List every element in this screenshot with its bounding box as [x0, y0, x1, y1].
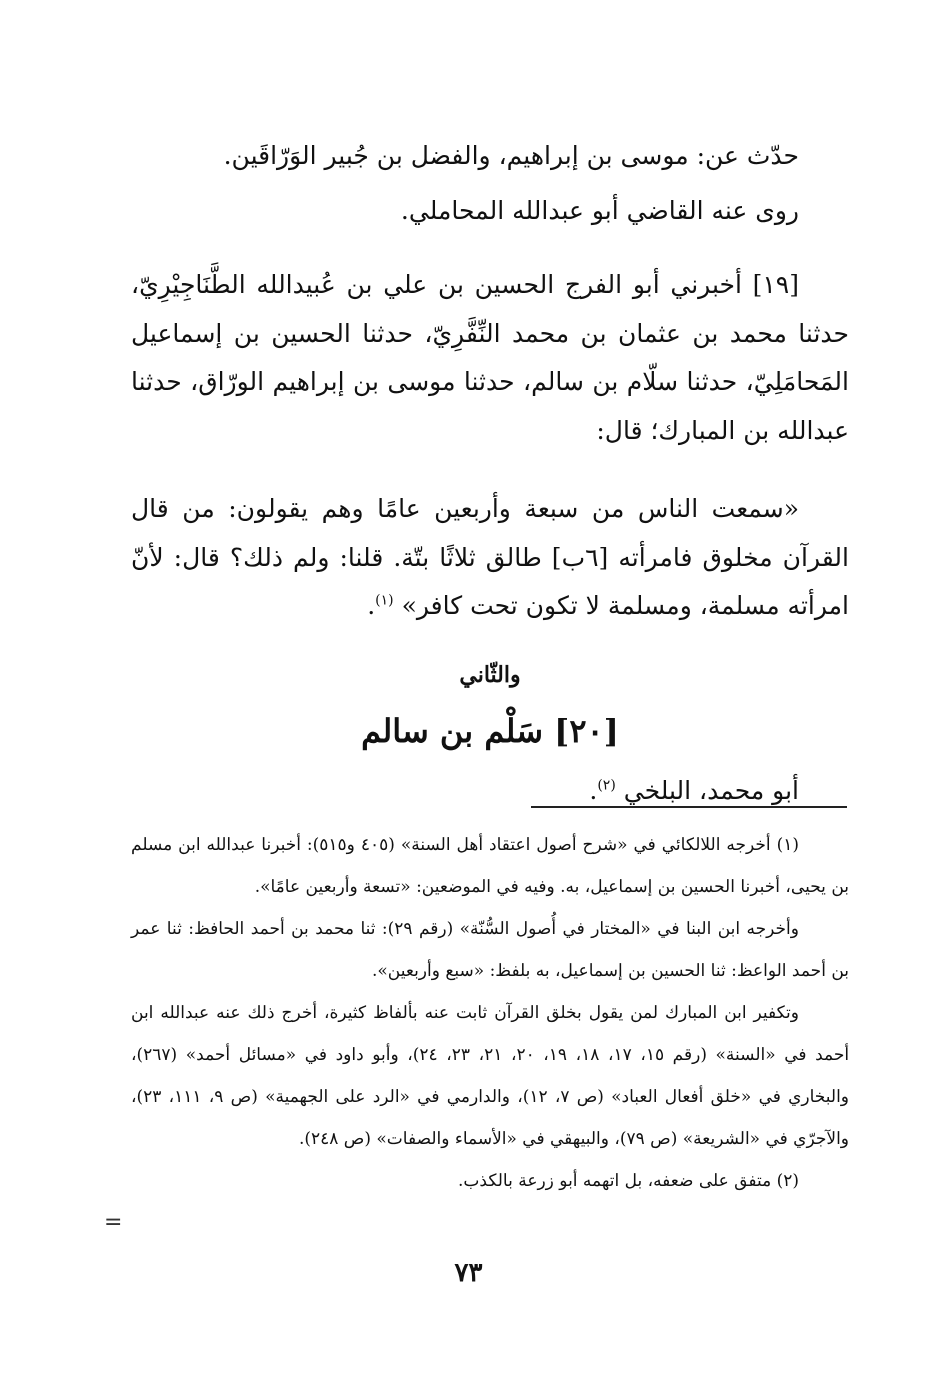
footnote-ref-1[interactable]: (١) [375, 592, 394, 609]
footnote-separator [531, 806, 847, 808]
narrated-from-line: حدّث عن: موسى بن إبراهيم، والفضل بن جُبير الوَرّاقَين. [223, 141, 799, 170]
main-text [131, 132, 849, 815]
footnote-2: (٢) متفق على ضعفه، بل اتهمه أبو زرعة بالكذب. [458, 1171, 799, 1191]
page-number: ٧٣ [454, 1258, 483, 1288]
isnad-19-paragraph: [١٩] أخبرني أبو الفرج الحسين بن علي بن عُبيدالله الطَّنَاجِيْرِيّ، حدثنا محمد بن عثمان بن محمد النِّفَّرِيّ، حدثنا الحسين بن إسماعيل المَحامَلِيّ، حدثنا سلّام بن سالم، حدثنا موسى بن إبراهيم الورّاق، حدثنا عبدالله بن المبارك؛ قال: [131, 270, 849, 445]
narrated-by-line: روى عنه القاضي أبو عبدالله المحاملي. [400, 195, 799, 225]
margin-mark: = [104, 1210, 123, 1235]
kunya-text: أبو محمد، البلخي [623, 775, 799, 805]
section-label: والثّاني [459, 661, 521, 688]
footnote-1-para-1: (١) أخرجه اللالكائي في «شرح أصول اعتقاد أهل السنة» (٤٠٥ و٥١٥): أخبرنا عبدالله ابن مسلم بن يحيى، أخبرنا الحسين بن إسماعيل، به. وفيه في الموضعين: «تسعة وأربعين عامًا». [131, 835, 849, 897]
kunya-line: أبو محمد، البلخي $^{(٢)}$. [589, 775, 799, 805]
footnote-1-para-3: وتكفير ابن المبارك لمن يقول بخلق القرآن ثابت عنه بألفاظ كثيرة، أخرج ذلك عنه عبدالله ابن أحمد في «السنة» (رقم ١٥، ١٧، ١٨، ١٩، ٢٠، ٢١، ٢٣، ٢٤)، وأبو داود في «مسائل أحمد» (٢٦٧)، والبخاري في «خلق أفعال العباد» (ص ٧، ١٢)، والدارمي في «الرد على الجهمية» (ص ٩، ١١١، ٢٣)، والآجرّي في «الشريعة» (ص ٧٩)، والبيهقي في «الأسماء والصفات» (ص ٢٤٨). [131, 1003, 850, 1149]
entry-heading: [٢٠] سَلْم بن سالم [361, 711, 619, 750]
footnotes [131, 824, 849, 1202]
footnote-1-para-2: وأخرجه ابن البنا في «المختار في أُصول السُّنّة» (رقم ٢٩): ثنا محمد بن أحمد الحافظ: ثنا عمر بن أحمد الواعظ: ثنا الحسين بن إسماعيل، به بلفظ: «سبع وأربعين». [131, 919, 849, 981]
quote-text: «سمعت الناس من سبعة وأربعين عامًا وهم يقولون: من قال القرآن مخلوق فامرأته [٦ب] طالق ثلاثًا بتّة. قلنا: ولم ذلك؟ قال: لأنّ امرأته مسلمة، ومسلمة لا تكون تحت كافر» [131, 494, 849, 620]
quote-paragraph: «سمعت الناس من سبعة وأربعين عامًا وهم يقولون: من قال القرآن مخلوق فامرأته [٦ب] طالق ثلاثًا بتّة. قلنا: ولم ذلك؟ قال: لأنّ امرأته مسلمة، ومسلمة لا تكون تحت كافر» $^{(١)}$. [131, 494, 849, 620]
footnote-ref-2[interactable]: (٢) [597, 777, 616, 794]
